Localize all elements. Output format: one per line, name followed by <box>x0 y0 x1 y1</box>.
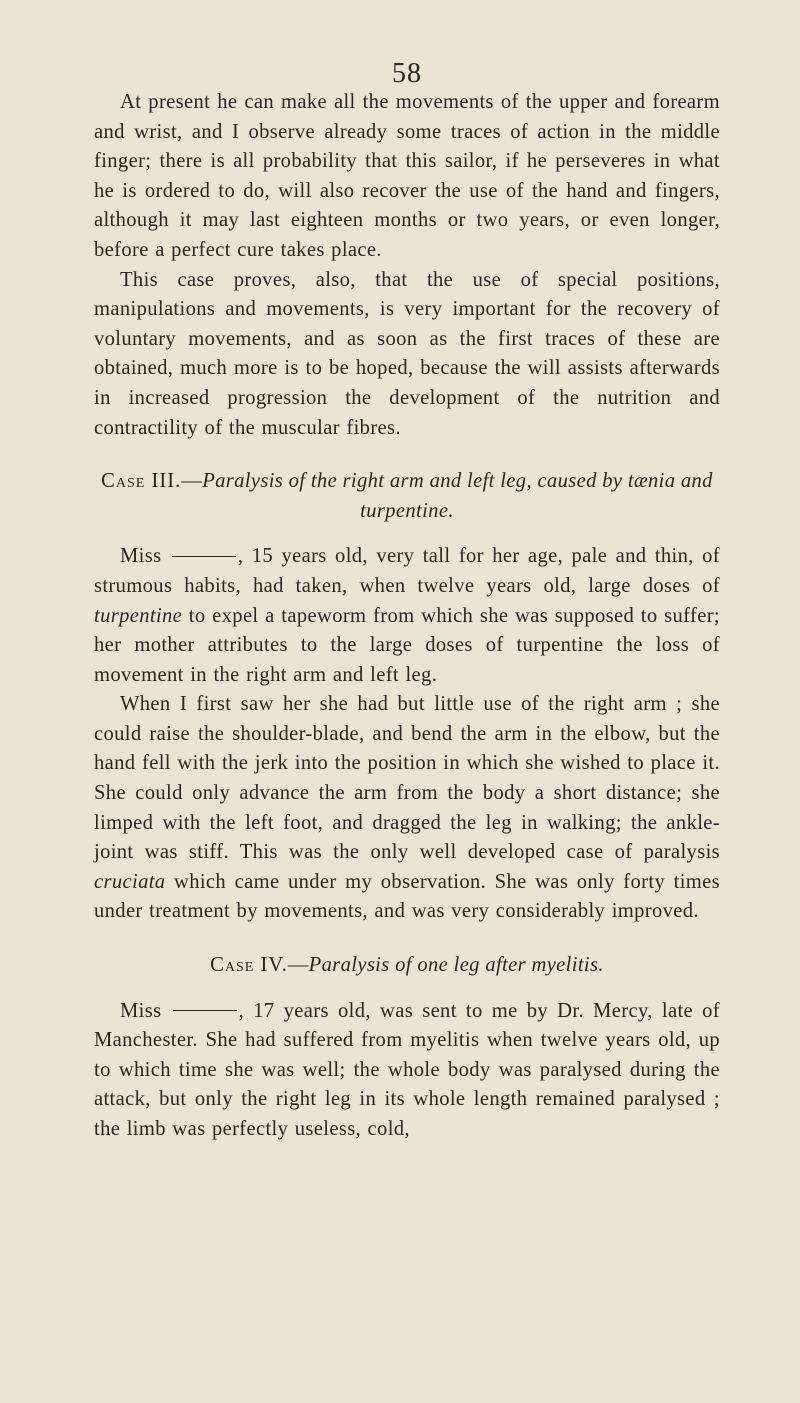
name-omitted-dash <box>172 556 236 557</box>
name-omitted-dash <box>173 1010 237 1011</box>
case-4-text-a: , 17 years old, was sent to me by Dr. Mercy, late of Manchester. She had suffered from myelitis when twelve years old, up to which time she was well; the whole body was paralysed during the attack, but only the right leg in its whole length remained paralysed ; the limb was perfectly useless, cold, <box>94 999 720 1140</box>
case-3-label: Case III. <box>101 470 182 493</box>
case-3-paragraph-2 <box>94 690 720 927</box>
paragraph-2: This case proves, also, that the use of special positions, manipulations and movements, is very important for the recovery of voluntary movements, and as soon as the first traces of these are obtained, much more is to be hoped, because the will assists afterwards in increased progression the development of the nutrition and contractility of the muscular fibres. <box>94 268 720 439</box>
case-3-paragraph-1 <box>94 542 720 690</box>
case-3-italic-cruciata: cruciata <box>94 870 166 893</box>
case-3-p2-text-b: which came under my observation. She was only forty times under treatment by movements, and was very considerably improved. <box>94 870 720 923</box>
case-3-miss: Miss <box>120 545 162 568</box>
case-4-paragraph-1 <box>94 997 720 1145</box>
paragraph-1: At present he can make all the movements of the upper and forearm and wrist, and I observe already some traces of action in the middle finger; there is all probability that this sailor, if he perseveres in what he is ordered to do, will also recover the use of the hand and fingers, although it may last eighteen months or two years, or even longer, before a perfect cure takes place. <box>94 91 720 261</box>
case-3-heading <box>94 467 720 526</box>
case-3-p2-text-a: When I first saw her she had but little use of the right arm ; she could raise the shoulder-blade, and bend the arm in the elbow, but the hand fell with the jerk into the position in which she wished to place it. She could only advance the arm from the body a short distance; she limped with the left foot, and dragged the leg in walking; the ankle-joint was stiff. This was the only well developed case of paralysis <box>94 693 720 864</box>
case-3-text-b: to expel a tapeworm from which she was supposed to suffer; her mother attributes to the large doses of turpentine the loss of movement in the right arm and left leg. <box>94 604 720 686</box>
case-4-label: Case IV. <box>210 954 288 977</box>
case-4-miss: Miss <box>120 999 162 1022</box>
case-3-title: Paralysis of the right arm and left leg, caused by tænia and turpentine. <box>202 470 713 522</box>
case-4-title: Paralysis of one leg after myelitis. <box>308 954 604 977</box>
case-3-italic-turpentine: turpentine <box>94 604 183 627</box>
case-3-separator: — <box>181 470 203 493</box>
page-number: 58 <box>392 58 422 89</box>
case-4-heading <box>94 951 720 981</box>
case-3-text-a: , 15 years old, very tall for her age, pale and thin, of strumous habits, had taken, when twelve years old, large doses of <box>94 545 721 597</box>
case-4-separator: — <box>287 954 309 977</box>
